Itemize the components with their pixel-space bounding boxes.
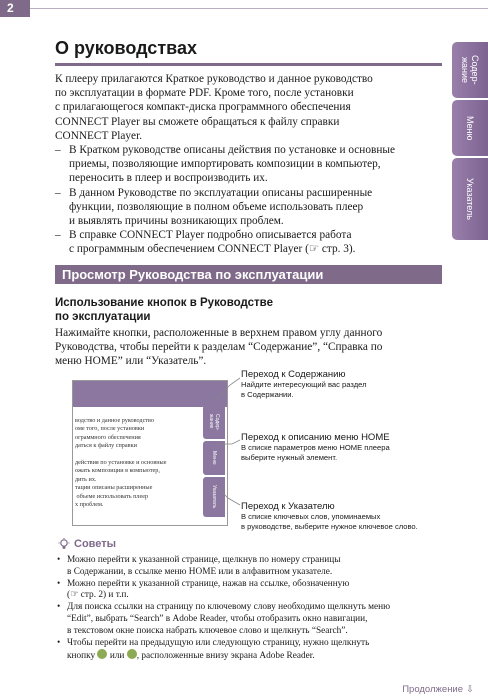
callout-contents (241, 369, 367, 400)
tip-line: Для поиска ссылки на страницу по ключевому слову необходимо щелкнуть меню (67, 602, 391, 613)
tip-line: в текстовом окне поиска набрать ключевое слово и щелкнуть “Search”. (67, 625, 348, 636)
preview-tab-label: Содер- жание (208, 413, 220, 431)
intro-line: с прилагающегося компакт-диска программного обеспечения (55, 101, 351, 114)
continue-link[interactable] (402, 684, 474, 695)
body-line: меню HOME” или “Указатель”. (55, 355, 207, 368)
tips-list (55, 555, 455, 663)
tip-line: кнопку или , расположенные внизу экрана Adobe Reader. (67, 651, 315, 662)
page-title: О руководствах (55, 38, 197, 58)
tip-line[interactable]: (☞ стр. 2) и т.п. (67, 590, 129, 601)
callout-desc: выберите нужный элемент. (241, 453, 338, 462)
callout-heading: Переход к описанию меню HOME (241, 432, 390, 443)
preview-tab-label: Указатель (211, 485, 217, 509)
list-item-line: функции, позволяющие в полном объеме использовать плеер (69, 200, 364, 213)
list-item-line: В Кратком руководстве описаны действия по установке и основные (69, 144, 395, 157)
arrow-down-icon: ⇩ (466, 684, 474, 695)
intro-line: CONNECT Player вы сможете обращаться к файлу справки (55, 115, 340, 128)
continue-label: Продолжение (402, 684, 464, 695)
body-line: Нажимайте кнопки, расположенные в верхнем правом углу данного (55, 327, 383, 339)
callout-index (241, 501, 418, 532)
list-item-line[interactable]: с программным обеспечением CONNECT Player (☞ стр. 3). (69, 243, 356, 256)
tip-line: Чтобы перейти на предыдущую или следующую страницу, нужно щелкнуть (67, 637, 370, 648)
section-band: Просмотр Руководства по эксплуатации (55, 265, 442, 284)
tab-menu-label: Меню (465, 115, 475, 141)
subsection-title-line: по эксплуатации (55, 311, 151, 323)
list-item: – В данном Руководстве по эксплуатации описаны расширенные функции, позволяющие в полном объеме использовать плеер и выявлять причины возникающих проблем. (55, 186, 373, 228)
callout-heading: Переход к Содержанию (241, 369, 346, 380)
callout-heading: Переход к Указателю (241, 501, 335, 512)
list-item-line: переносить в плеер и воспроизводить их. (69, 172, 268, 185)
prev-page-icon (97, 649, 107, 659)
subsection-title-line: Использование кнопок в Руководстве (55, 297, 273, 309)
intro-line: по эксплуатации в формате PDF. Кроме того, после установки (55, 87, 354, 100)
list-item-line: приемы, позволяющие импортировать композиции в компьютер, (69, 158, 381, 171)
tip-line: “Edit”, выбрать “Search” в Adobe Reader, чтобы отобразить окно навигации, (67, 613, 368, 624)
callout-desc: В списке ключевых слов, упоминаемых (241, 512, 381, 521)
tab-index-label: Указатель (465, 178, 475, 220)
list-item-line: В данном Руководстве по эксплуатации описаны расширенные (69, 186, 373, 199)
tips-heading (58, 538, 116, 550)
tip-item: • Чтобы перейти на предыдущую или следующую страницу, нужно щелкнуть кнопку или , расположенные внизу экрана Adobe Reader. (57, 637, 370, 662)
tips-heading-label: Советы (74, 538, 117, 550)
preview-tab-label: Меню (211, 451, 217, 465)
list-item: – В Кратком руководстве описаны действия по установке и основные приемы, позволяющие импортировать композиции в компьютер, переносить в плеер и воспроизводить их. (55, 144, 395, 185)
callout-menu (241, 432, 390, 463)
page-number: 2 (0, 0, 30, 17)
tip-line: в Содержании, в ссылке меню HOME или в алфавитном указателе. (67, 566, 333, 577)
tip-line: Можно перейти к указанной странице, нажав на ссылке, обозначенную (67, 578, 350, 589)
body-line: Руководства, чтобы перейти к разделам “Содержание”, “Справка по (55, 341, 383, 354)
tab-contents-label: Содер- жание (460, 55, 480, 85)
tip-line: Можно перейти к указанной странице, щелкнув по номеру страницы (67, 555, 341, 565)
callout-desc: в руководстве, выберите нужное ключевое слово. (241, 522, 418, 531)
tip-item: • Для поиска ссылки на страницу по ключевому слову необходимо щелкнуть меню “Edit”, выбрать “Search” в Adobe Reader, чтобы отобразить окно навигации, в текстовом окне поиска набрать ключевое слово и щелкнуть “Search”. (57, 602, 391, 636)
list-item-line: и выявлять причины возникающих проблем. (69, 215, 284, 228)
list-item-line: В справке CONNECT Player подробно описывается работа (69, 229, 352, 242)
tip-item: • Можно перейти к указанной странице, щелкнув по номеру страницы в Содержании, в ссылке меню HOME или в алфавитном указателе. (57, 555, 341, 577)
tip-item: • Можно перейти к указанной странице, нажав на ссылке, обозначенную (☞ стр. 2) и т.п. (57, 578, 350, 601)
preview-text: водство и данное руководство оме того, после установки ограммного обеспечения даться к файлу справки действия по установке и основные ожать композиции в компьютер, дить их. тации описаны расширенные объеме использовать плеер х проблем. (75, 417, 167, 509)
callout-desc: Найдите интересующий вас раздел (241, 380, 367, 389)
intro-line: CONNECT Player. (55, 129, 143, 142)
next-page-icon (127, 649, 137, 659)
callout-desc: в Содержании. (241, 390, 294, 399)
list-item: – В справке CONNECT Player подробно описывается работа с программным обеспечением CONNECT Player (☞ стр. 3). (55, 229, 356, 256)
callout-desc: В списке параметров меню HOME плеера (241, 443, 390, 452)
lightbulb-icon (58, 538, 70, 550)
intro-line: К плееру прилагаются Краткое руководство и данное руководство (55, 73, 373, 85)
